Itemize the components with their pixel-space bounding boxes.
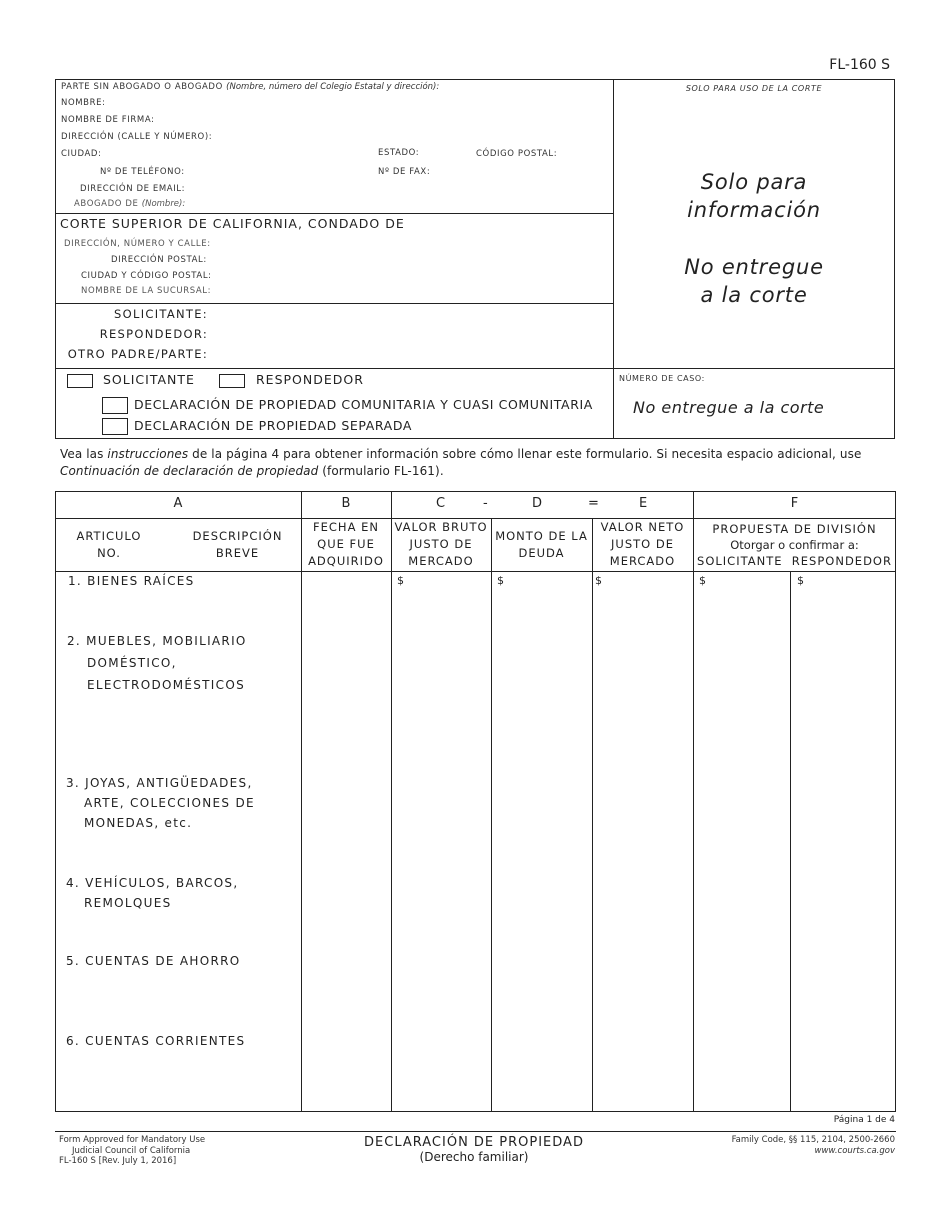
case-number-label: NÚMERO DE CASO: xyxy=(619,374,705,383)
column-letter-d: D xyxy=(532,496,543,511)
email-field[interactable]: DIRECCIÓN DE EMAIL: xyxy=(80,184,186,194)
table-row: 6. CUENTAS CORRIENTES xyxy=(66,1034,246,1048)
currency-respondent: $ xyxy=(797,574,804,587)
column-equals-sign: = xyxy=(588,496,599,511)
currency-gross: $ xyxy=(397,574,404,587)
currency-net: $ xyxy=(595,574,602,587)
court-city-zip-field[interactable]: CIUDAD Y CÓDIGO POSTAL: xyxy=(81,271,212,281)
table-row: 1. BIENES RAÍCES xyxy=(68,574,195,588)
court-use-label: SOLO PARA USO DE LA CORTE xyxy=(685,84,823,93)
court-street-field[interactable]: DIRECCIÓN, NÚMERO Y CALLE: xyxy=(64,239,211,249)
city-field[interactable]: CIUDAD: xyxy=(61,149,102,159)
petitioner-checkbox[interactable] xyxy=(67,374,93,388)
separate-property-label: DECLARACIÓN DE PROPIEDAD SEPARADA xyxy=(134,418,412,433)
currency-debt: $ xyxy=(497,574,504,587)
state-field[interactable]: ESTADO: xyxy=(378,148,420,158)
header-debt: MONTO DE LA DEUDA xyxy=(495,529,588,560)
zip-field[interactable]: CÓDIGO POSTAL: xyxy=(476,149,558,159)
footer-title: DECLARACIÓN DE PROPIEDAD (Derecho familiar) xyxy=(364,1135,584,1164)
column-minus-sign: - xyxy=(483,496,488,511)
page-number: Página 1 de 4 xyxy=(833,1115,895,1125)
separate-property-checkbox[interactable] xyxy=(102,418,128,435)
firm-name-field[interactable]: NOMBRE DE FIRMA: xyxy=(61,115,155,125)
footer-left: Form Approved for Mandatory Use Judicial Council of California FL-160 S [Rev. July 1, 2016] xyxy=(59,1135,206,1166)
column-letter-a: A xyxy=(173,496,183,511)
petitioner-field[interactable]: SOLICITANTE: xyxy=(114,307,208,321)
table-row: 4. VEHÍCULOS, BARCOS, REMOLQUES xyxy=(66,876,239,910)
respondent-checkbox-label: RESPONDEDOR xyxy=(256,372,364,387)
courts-website-link[interactable]: www.courts.ca.gov xyxy=(814,1146,895,1156)
header-net-value: VALOR NETO JUSTO DE MERCADO xyxy=(600,520,685,568)
petitioner-checkbox-label: SOLICITANTE xyxy=(103,372,195,387)
header-proposed-division: PROPUESTA DE DIVISIÓN Otorgar o confirmar a: SOLICITANTE RESPONDEDOR xyxy=(697,522,892,568)
header-description: DESCRIPCIÓN BREVE xyxy=(192,529,283,560)
respondent-field[interactable]: RESPONDEDOR: xyxy=(99,327,208,341)
phone-field[interactable]: Nº DE TELÉFONO: xyxy=(100,167,185,177)
community-property-checkbox[interactable] xyxy=(102,397,128,414)
header-date-acquired: FECHA EN QUE FUE ADQUIRIDO xyxy=(308,520,384,568)
column-letter-b: B xyxy=(341,496,351,511)
instructions-text: Vea las instrucciones de la página 4 para obtener información sobre cómo llenar este formulario. Si necesita espacio adicional, use Continuación de declaración de propiedad (formulario FL-161). xyxy=(60,447,862,478)
column-letter-f: F xyxy=(790,496,799,511)
attorney-name-field[interactable]: NOMBRE: xyxy=(61,98,106,108)
community-property-label: DECLARACIÓN DE PROPIEDAD COMUNITARIA Y CUASI COMUNITARIA xyxy=(134,397,593,412)
table-row: 5. CUENTAS DE AHORRO xyxy=(66,954,241,968)
court-use-notice: Solo para información No entregue a la corte xyxy=(684,170,824,307)
address-field[interactable]: DIRECCIÓN (CALLE Y NÚMERO): xyxy=(61,132,213,142)
table-row: 3. JOYAS, ANTIGÜEDADES, ARTE, COLECCIONES DE MONEDAS, etc. xyxy=(66,776,255,830)
table-row: 2. MUEBLES, MOBILIARIO DOMÉSTICO, ELECTRODOMÉSTICOS xyxy=(67,634,247,692)
column-letter-e: E xyxy=(639,496,648,511)
attorney-heading: PARTE SIN ABOGADO O ABOGADO (Nombre, número del Colegio Estatal y dirección): xyxy=(61,82,440,92)
court-branch-field[interactable]: NOMBRE DE LA SUCURSAL: xyxy=(81,286,212,296)
fax-field[interactable]: Nº DE FAX: xyxy=(378,167,431,177)
header-gross-value: VALOR BRUTO JUSTO DE MERCADO xyxy=(394,520,488,568)
form-number: FL-160 S xyxy=(829,57,890,73)
header-item-no: ARTICULO NO. xyxy=(76,529,142,560)
footer-right: Family Code, §§ 115, 2104, 2500-2660 www.courts.ca.gov xyxy=(731,1135,895,1156)
column-letter-c: C xyxy=(436,496,446,511)
case-number-value[interactable]: No entregue a la corte xyxy=(633,398,825,417)
respondent-checkbox[interactable] xyxy=(219,374,245,388)
court-title: CORTE SUPERIOR DE CALIFORNIA, CONDADO DE xyxy=(60,216,405,231)
currency-petitioner: $ xyxy=(699,574,706,587)
court-mailing-field[interactable]: DIRECCIÓN POSTAL: xyxy=(111,255,207,265)
other-party-field[interactable]: OTRO PADRE/PARTE: xyxy=(67,347,208,361)
attorney-for-field[interactable]: ABOGADO DE (Nombre): xyxy=(74,199,186,209)
